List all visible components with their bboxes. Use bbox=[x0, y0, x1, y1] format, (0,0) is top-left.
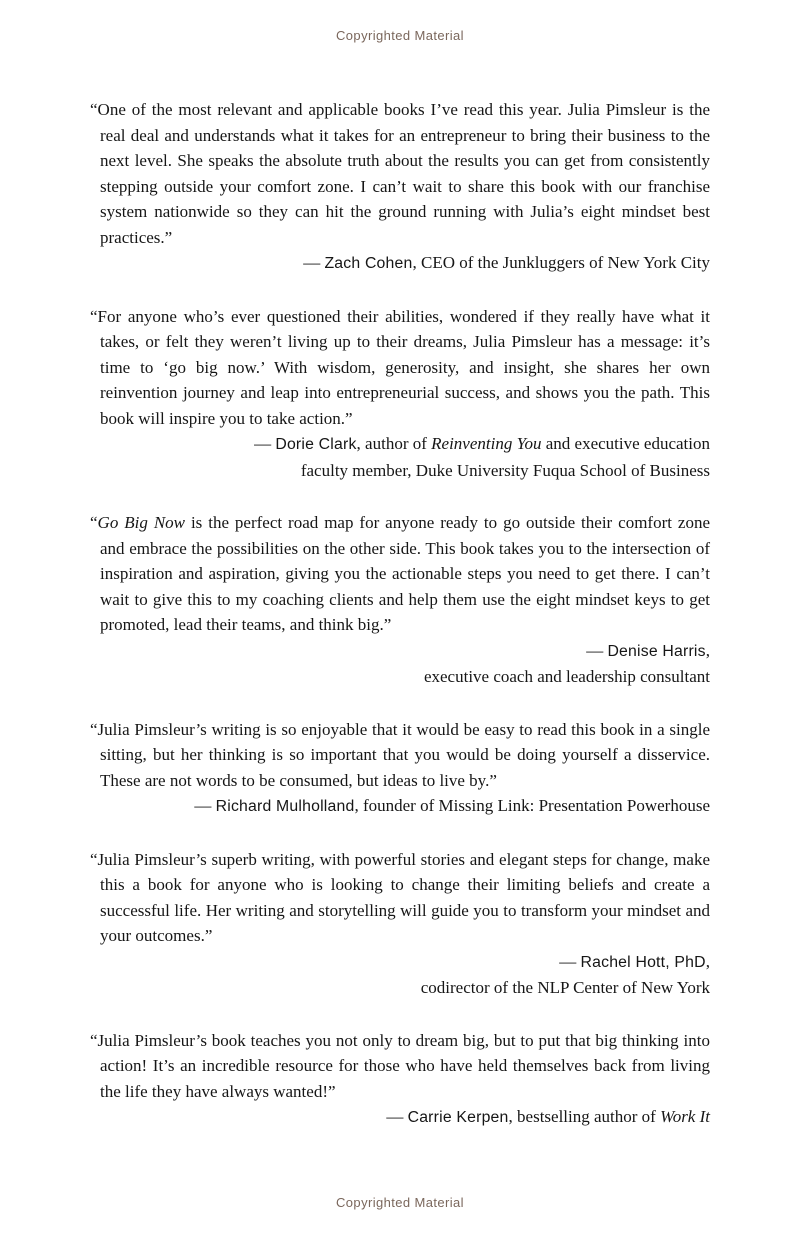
attribution-line bbox=[90, 250, 710, 277]
text-segment: executive coach and leadership consultant bbox=[423, 667, 710, 686]
attribution-line bbox=[90, 664, 710, 690]
text-segment: and executive education bbox=[541, 434, 710, 453]
copyright-notice-top: Copyrighted Material bbox=[336, 28, 464, 43]
text-segment: — bbox=[303, 253, 325, 272]
endorser-name: Rachel Hott, PhD bbox=[580, 953, 706, 971]
text-segment: — bbox=[559, 951, 581, 971]
quote-text bbox=[90, 510, 710, 638]
praise-page-content bbox=[90, 43, 710, 1131]
quote-block bbox=[90, 847, 710, 1001]
italic-title-text: Go Big Now bbox=[97, 513, 185, 532]
quote-text bbox=[90, 717, 710, 794]
text-segment: , bestselling author of bbox=[508, 1107, 661, 1126]
text-segment: “One of the most relevant and applicable books I’ve read this year. Julia Pimsleur is the real deal and understands what it takes for an entrepreneur to bring their business to the next level. She speaks the absolute truth about the results you can get from consistently stepping outside your comfort zone. I can’t wait to share this book with our franchise system nationwide so they can hit the ground running with Julia’s eight mindset best practices.” bbox=[90, 100, 710, 247]
endorser-name: Zach Cohen bbox=[324, 255, 413, 272]
quotes-list bbox=[90, 97, 710, 1131]
quote-block bbox=[90, 304, 710, 484]
italic-title-text: Work It bbox=[660, 1107, 710, 1126]
text-segment: “ bbox=[90, 513, 98, 532]
text-segment: — bbox=[254, 434, 276, 453]
quote-block bbox=[90, 1028, 710, 1131]
quote-block bbox=[90, 97, 710, 277]
quote-text bbox=[90, 1028, 710, 1105]
text-segment: codirector of the NLP Center of New York bbox=[420, 978, 710, 997]
endorser-name: Dorie Clark bbox=[275, 436, 357, 453]
quote-block bbox=[90, 510, 710, 690]
text-segment: , CEO of the Junkluggers of New York City bbox=[412, 253, 710, 272]
text-segment: , bbox=[705, 951, 710, 971]
text-segment: — bbox=[194, 796, 216, 815]
italic-title-text: Reinventing You bbox=[431, 434, 542, 453]
attribution-line bbox=[90, 1104, 710, 1131]
text-segment: “For anyone who’s ever questioned their abilities, wondered if they really have what it takes, or felt they weren’t living up to their dreams, Julia Pimsleur has a message: it’s time to ‘go big now.’ With wisdom, generosity, and insight, she shares her own reinvention journey and leap into entrepreneurial success, and shows you the path. This book will inspire you to take action.” bbox=[90, 306, 710, 428]
attribution-line bbox=[90, 638, 710, 665]
endorser-name: Richard Mulholland bbox=[215, 798, 355, 815]
endorser-name: Carrie Kerpen bbox=[407, 1109, 509, 1126]
quote-text bbox=[90, 847, 710, 949]
text-segment: “Julia Pimsleur’s writing is so enjoyable that it would be easy to read this book in a single sitting, but her thinking is so important that you would be doing yourself a disservice. These are not words to be consumed, but ideas to live by.” bbox=[90, 719, 710, 790]
quote-text bbox=[90, 304, 710, 432]
attribution-line bbox=[90, 458, 710, 484]
text-segment: “Julia Pimsleur’s book teaches you not only to dream big, but to put that big thinking into action! It’s an incredible resource for those who have held themselves back from living the life they have always wanted!” bbox=[90, 1030, 710, 1101]
text-segment: faculty member, Duke University Fuqua School of Business bbox=[300, 460, 710, 480]
text-segment: , bbox=[705, 640, 710, 660]
text-segment: is the perfect road map for anyone ready to go outside their comfort zone and embrace the possibilities on the other side. This book takes you to the intersection of inspiration and aspiration, giving you the actionable steps you need to get there. I can’t wait to give this to my coaching clients and help them use the eight mindset keys to get promoted, lead their teams, and think big.” bbox=[100, 513, 710, 634]
text-segment: , author of bbox=[356, 434, 432, 453]
attribution-line bbox=[90, 975, 710, 1001]
copyright-notice-bottom: Copyrighted Material bbox=[336, 1195, 464, 1210]
text-segment: — bbox=[386, 1107, 408, 1126]
quote-text bbox=[90, 97, 710, 250]
text-segment: “Julia Pimsleur’s superb writing, with powerful stories and elegant steps for change, make this a book for anyone who is looking to change their limiting beliefs and create a successful life. Her writing and storytelling will guide you to transform your mindset and your outcomes.” bbox=[90, 849, 710, 945]
attribution-line bbox=[90, 431, 710, 458]
text-segment: , founder of Missing Link: Presentation Powerhouse bbox=[354, 796, 710, 815]
attribution-line bbox=[90, 793, 710, 820]
quote-block bbox=[90, 717, 710, 820]
attribution-line bbox=[90, 949, 710, 976]
text-segment: — bbox=[586, 640, 608, 660]
endorser-name: Denise Harris bbox=[607, 642, 706, 660]
